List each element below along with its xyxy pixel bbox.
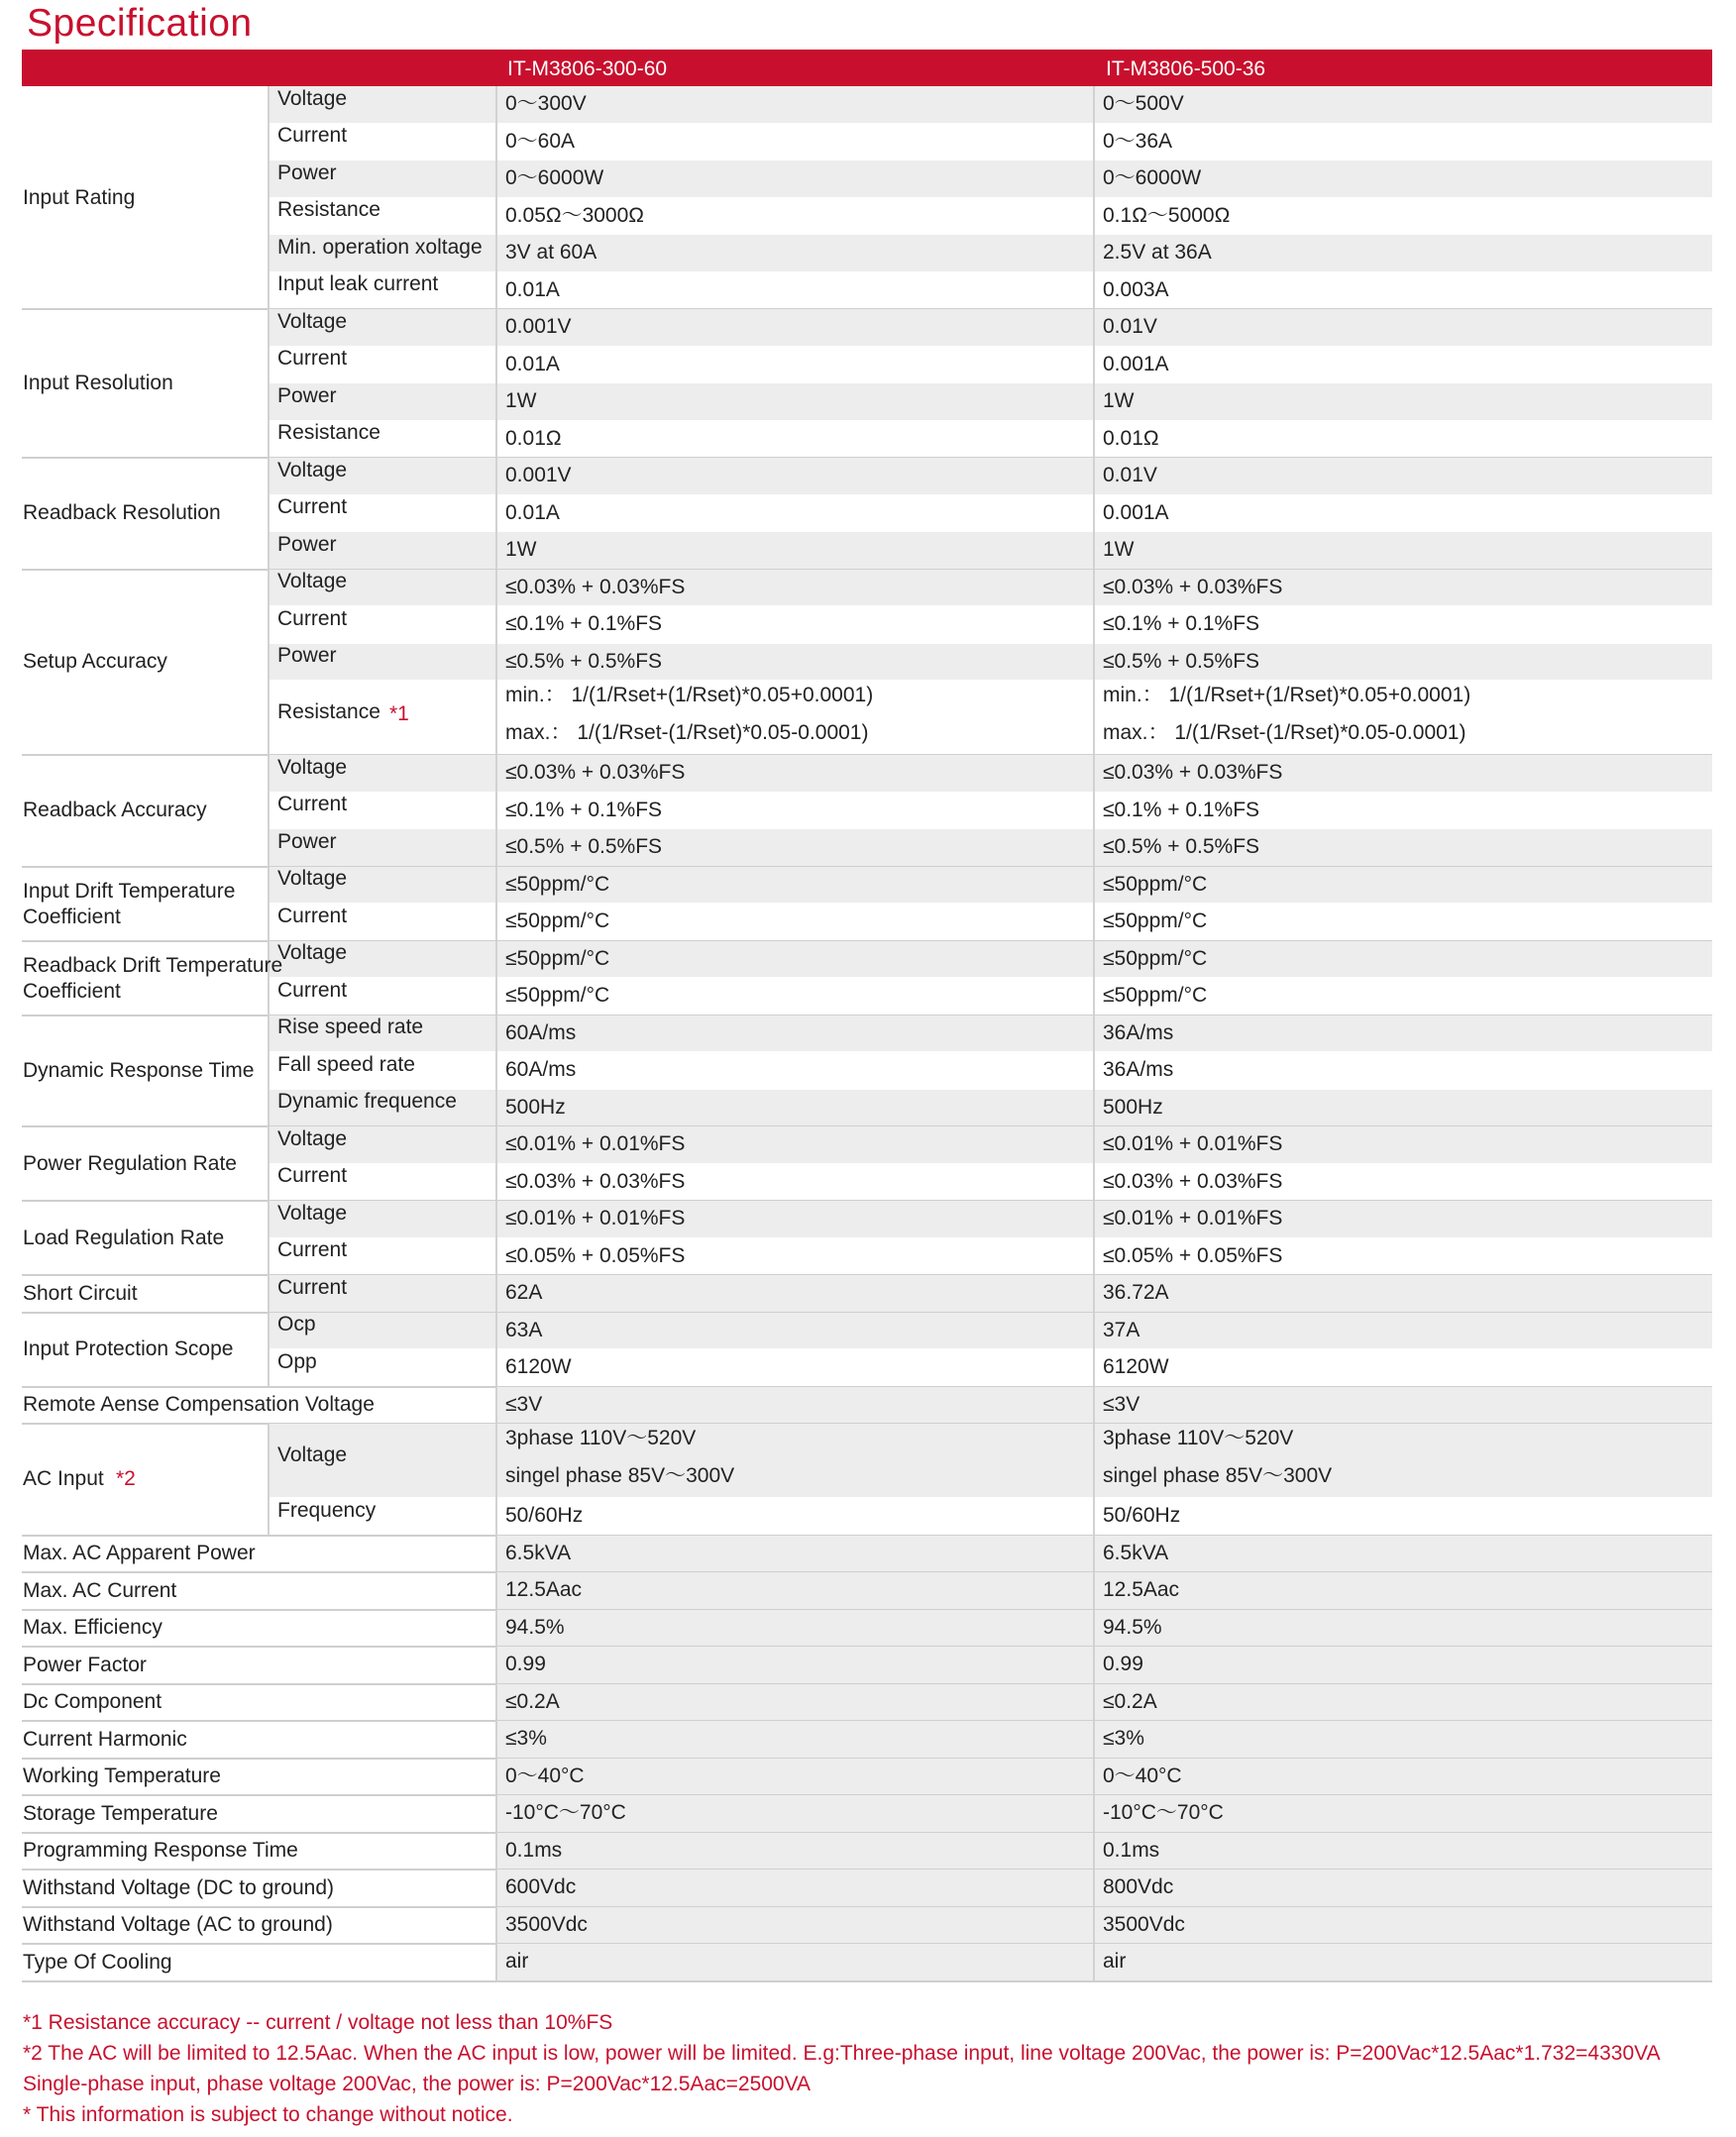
row-shade — [270, 1015, 1712, 1052]
spec-value: ≤0.03% + 0.03%FS — [1103, 575, 1283, 598]
spec-value: 0～40°C — [505, 1763, 585, 1787]
column-divider — [495, 1684, 497, 1722]
column-divider — [1093, 1126, 1095, 1201]
spec-value: 6.5kVA — [1103, 1541, 1169, 1564]
spec-value: 0.99 — [1103, 1653, 1143, 1675]
spec-value: ≤0.03% + 0.03%FS — [1103, 761, 1283, 784]
parameter-label: Voltage — [277, 86, 348, 110]
spec-value: ≤0.5% + 0.5%FS — [1103, 835, 1260, 858]
column-divider — [1093, 1684, 1095, 1722]
spec-value: 6120W — [505, 1355, 572, 1378]
parameter-label: Voltage — [277, 755, 348, 779]
category-label: Max. Efficiency — [23, 1616, 163, 1640]
column-divider — [495, 941, 497, 1015]
column-divider — [1093, 1015, 1095, 1127]
category-label: Power Factor — [23, 1653, 147, 1676]
spec-value: 0.01V — [1103, 315, 1157, 338]
spec-value: 50/60Hz — [505, 1504, 584, 1527]
category-label-line2: Coefficient — [23, 906, 121, 928]
spec-value: 0.01A — [505, 277, 560, 301]
column-divider — [1093, 1201, 1095, 1275]
spec-value: ≤0.1% + 0.1%FS — [1103, 798, 1260, 821]
column-divider — [495, 1387, 497, 1425]
column-divider — [495, 309, 497, 458]
spec-value: ≤50ppm/°C — [505, 984, 610, 1007]
spec-value: ≤3% — [1103, 1727, 1144, 1750]
parameter-label: Current — [277, 1238, 348, 1262]
spec-value: -10°C～70°C — [505, 1801, 626, 1824]
column-divider — [495, 1424, 497, 1536]
column-divider — [495, 1572, 497, 1610]
column-divider — [1093, 755, 1095, 867]
parameter-label: Voltage — [277, 1442, 348, 1466]
parameter-label: Voltage — [277, 1126, 348, 1150]
parameter-label: Power — [277, 160, 337, 184]
column-divider — [1093, 1647, 1095, 1684]
column-divider — [268, 755, 270, 867]
page-title: Specification — [27, 2, 253, 45]
spec-value: ≤0.05% + 0.05%FS — [1103, 1243, 1283, 1267]
spec-value: 0～6000W — [1103, 166, 1202, 189]
spec-value: ≤50ppm/°C — [1103, 984, 1208, 1007]
row-shade — [270, 644, 1712, 681]
spec-value: ≤0.1% + 0.1%FS — [505, 798, 663, 821]
column-divider — [495, 1759, 497, 1796]
spec-value: 0～6000W — [505, 166, 604, 189]
group-separator — [22, 1980, 1712, 1982]
column-divider — [268, 941, 270, 1015]
parameter-label: Power — [277, 829, 337, 853]
parameter-label: Resistance — [277, 699, 380, 723]
column-divider — [495, 1126, 497, 1201]
spec-value: 60A/ms — [505, 1020, 577, 1044]
spec-value: air — [1103, 1950, 1127, 1973]
category-label: Current Harmonic — [23, 1727, 187, 1751]
row-shade — [270, 941, 1712, 978]
row-shade — [270, 458, 1712, 494]
column-divider — [1093, 1610, 1095, 1648]
category-label: Max. AC Apparent Power — [23, 1542, 256, 1565]
spec-value: air — [505, 1950, 529, 1973]
column-divider — [495, 1536, 497, 1573]
column-divider — [495, 1015, 497, 1127]
category-label: AC Input — [23, 1467, 104, 1491]
spec-value: ≤0.03% + 0.03%FS — [505, 761, 686, 784]
spec-value: 6.5kVA — [505, 1541, 572, 1564]
spec-value: 0.1Ω～5000Ω — [1103, 203, 1231, 227]
spec-value: 0～500V — [1103, 92, 1184, 115]
spec-value: 2.5V at 36A — [1103, 241, 1212, 264]
row-shade — [270, 1424, 1712, 1497]
category-label: Readback Resolution — [23, 501, 221, 525]
parameter-label: Current — [277, 1164, 348, 1188]
spec-value: 0.001A — [1103, 500, 1169, 524]
footnote: Single-phase input, phase voltage 200Vac, the power is: P=200Vac*12.5Aac=2500VA — [23, 2073, 812, 2095]
parameter-label: Min. operation xoltage — [277, 235, 483, 259]
row-shade — [270, 309, 1712, 346]
spec-value: 600Vdc — [505, 1875, 577, 1898]
parameter-label: Frequency — [277, 1498, 377, 1522]
spec-value: ≤0.03% + 0.03%FS — [505, 1169, 686, 1193]
spec-value: ≤3V — [505, 1392, 543, 1416]
column-divider — [1093, 1572, 1095, 1610]
column-divider — [1093, 1721, 1095, 1759]
spec-value: 3V at 60A — [505, 241, 597, 264]
parameter-label: Current — [277, 978, 348, 1002]
spec-value-line2: singel phase 85V～300V — [1103, 1463, 1333, 1487]
spec-value: 3500Vdc — [1103, 1912, 1185, 1936]
column-divider — [495, 1647, 497, 1684]
category-label: Programming Response Time — [23, 1839, 298, 1863]
spec-value-line2: singel phase 85V～300V — [505, 1463, 735, 1487]
spec-value: 1W — [1103, 538, 1135, 561]
spec-value: ≤50ppm/°C — [505, 946, 610, 970]
row-shade — [270, 383, 1712, 420]
spec-value: 500Hz — [505, 1095, 566, 1119]
spec-value: ≤3V — [1103, 1392, 1140, 1416]
spec-value: ≤0.5% + 0.5%FS — [1103, 649, 1260, 673]
category-label: Input Drift Temperature — [23, 880, 236, 903]
category-label: Input Resolution — [23, 372, 173, 394]
column-divider — [1093, 86, 1095, 309]
column-divider — [1093, 867, 1095, 941]
spec-value: 500Hz — [1103, 1095, 1163, 1119]
spec-value: 0.001V — [505, 464, 572, 486]
row-shade — [270, 532, 1712, 569]
category-label: Working Temperature — [23, 1764, 221, 1788]
row-shade — [270, 1313, 1712, 1349]
category-label: Remote Aense Compensation Voltage — [23, 1393, 375, 1417]
spec-value: 0.01V — [1103, 464, 1157, 486]
spec-value: 0.001V — [505, 315, 572, 338]
column-divider — [268, 867, 270, 941]
column-divider — [268, 309, 270, 458]
footnote: * This information is subject to change without notice. — [23, 2103, 513, 2126]
parameter-label: Power — [277, 644, 337, 668]
column-divider — [268, 1275, 270, 1313]
row-shade — [270, 867, 1712, 904]
spec-value: ≤50ppm/°C — [505, 909, 610, 932]
column-divider — [1093, 1759, 1095, 1796]
row-shade — [270, 86, 1712, 123]
category-label: Load Regulation Rate — [23, 1226, 225, 1249]
spec-value: ≤0.2A — [505, 1689, 560, 1713]
category-label: Dynamic Response Time — [23, 1058, 255, 1082]
row-shade — [270, 1275, 1712, 1312]
column-divider — [268, 1015, 270, 1127]
column-divider — [1093, 1870, 1095, 1907]
category-label: Input Rating — [23, 185, 136, 209]
spec-value: 37A — [1103, 1318, 1140, 1341]
column-divider — [268, 1313, 270, 1387]
column-divider — [495, 1721, 497, 1759]
spec-value: 60A/ms — [505, 1058, 577, 1081]
category-label: Type Of Cooling — [23, 1950, 172, 1974]
spec-value: 62A — [505, 1281, 543, 1304]
column-divider — [495, 1870, 497, 1907]
category-label: Max. AC Current — [23, 1578, 177, 1602]
spec-value: 1W — [505, 538, 537, 561]
parameter-label: Voltage — [277, 570, 348, 593]
spec-value: ≤0.03% + 0.03%FS — [1103, 1169, 1283, 1193]
spec-value: ≤0.2A — [1103, 1689, 1157, 1713]
parameter-label: Current — [277, 347, 348, 371]
spec-value-line2: max.： 1/(1/Rset-(1/Rset)*0.05-0.0001) — [505, 720, 869, 744]
column-divider — [495, 458, 497, 570]
parameter-label: Power — [277, 383, 337, 407]
spec-value: 0.01A — [505, 500, 560, 524]
parameter-label: Resistance — [277, 198, 380, 222]
parameter-label: Voltage — [277, 867, 348, 891]
spec-value: 94.5% — [1103, 1615, 1162, 1639]
spec-value: ≤50ppm/°C — [505, 872, 610, 896]
column-divider — [268, 458, 270, 570]
column-divider — [495, 1313, 497, 1387]
footnote-marker: *2 — [116, 1467, 136, 1491]
spec-value: 1W — [1103, 389, 1135, 412]
parameter-label: Voltage — [277, 458, 348, 481]
row-shade — [270, 1126, 1712, 1163]
column-divider — [495, 1275, 497, 1313]
spec-value: ≤50ppm/°C — [1103, 909, 1208, 932]
row-shade — [270, 235, 1712, 271]
row-shade — [270, 755, 1712, 792]
column-divider — [495, 755, 497, 867]
spec-value: ≤0.05% + 0.05%FS — [505, 1243, 686, 1267]
column-divider — [1093, 1833, 1095, 1870]
column-divider — [495, 86, 497, 309]
column-divider — [1093, 458, 1095, 570]
column-divider — [1093, 1275, 1095, 1313]
footnote: *1 Resistance accuracy -- current / voltage not less than 10%FS — [23, 2011, 613, 2034]
parameter-label: Current — [277, 904, 348, 927]
spec-value: ≤0.01% + 0.01%FS — [505, 1132, 686, 1155]
parameter-label: Dynamic frequence — [277, 1090, 457, 1114]
spec-value: 3phase 110V～520V — [1103, 1427, 1294, 1449]
category-label: Input Protection Scope — [23, 1337, 234, 1360]
spec-value: ≤0.5% + 0.5%FS — [505, 649, 663, 673]
parameter-label: Opp — [277, 1349, 317, 1373]
spec-value: -10°C～70°C — [1103, 1801, 1224, 1824]
column-divider — [1093, 1313, 1095, 1387]
spec-value: 0～36A — [1103, 129, 1173, 153]
spec-value: 3500Vdc — [505, 1912, 588, 1936]
spec-value: 36.72A — [1103, 1281, 1169, 1304]
column-divider — [268, 1201, 270, 1275]
footnote-marker: *1 — [389, 701, 409, 725]
category-label: Readback Accuracy — [23, 799, 207, 822]
spec-value: ≤0.03% + 0.03%FS — [505, 575, 686, 598]
spec-value: ≤0.01% + 0.01%FS — [1103, 1207, 1283, 1229]
spec-value: ≤50ppm/°C — [1103, 872, 1208, 896]
parameter-label: Rise speed rate — [277, 1015, 424, 1039]
row-shade — [270, 829, 1712, 866]
column-divider — [1093, 309, 1095, 458]
spec-value: 0.01A — [505, 352, 560, 375]
spec-value: 63A — [505, 1318, 543, 1341]
spec-value: 0.01Ω — [1103, 426, 1159, 450]
row-shade — [270, 1090, 1712, 1126]
column-divider — [495, 1907, 497, 1945]
column-divider — [1093, 570, 1095, 756]
spec-value: ≤0.1% + 0.1%FS — [505, 612, 663, 635]
column-divider — [495, 570, 497, 756]
parameter-label: Fall speed rate — [277, 1052, 415, 1076]
parameter-label: Current — [277, 1275, 348, 1299]
spec-value: 0.1ms — [505, 1838, 563, 1862]
spec-value: 36A/ms — [1103, 1020, 1174, 1044]
spec-value: 800Vdc — [1103, 1875, 1174, 1898]
row-shade — [270, 570, 1712, 606]
category-label-line2: Coefficient — [23, 980, 121, 1003]
spec-value: 0.01Ω — [505, 426, 562, 450]
column-divider — [1093, 1424, 1095, 1536]
column-divider — [268, 86, 270, 309]
spec-value: 6120W — [1103, 1355, 1169, 1378]
spec-value: 1W — [505, 389, 537, 412]
category-label: Withstand Voltage (DC to ground) — [23, 1875, 334, 1899]
spec-value: ≤50ppm/°C — [1103, 946, 1208, 970]
spec-value: 0～60A — [505, 129, 576, 153]
column-header-model-1: IT-M3806-300-60 — [507, 57, 668, 80]
table-header — [22, 50, 1712, 86]
footnotes — [23, 2007, 1707, 2130]
category-label: Dc Component — [23, 1690, 163, 1714]
column-divider — [495, 1201, 497, 1275]
spec-value: 50/60Hz — [1103, 1504, 1181, 1527]
column-divider — [268, 1424, 270, 1536]
column-divider — [495, 1610, 497, 1648]
parameter-label: Voltage — [277, 1201, 348, 1225]
parameter-label: Current — [277, 606, 348, 630]
row-shade — [270, 160, 1712, 197]
parameter-label: Resistance — [277, 421, 380, 445]
column-divider — [495, 1944, 497, 1981]
column-divider — [268, 1126, 270, 1201]
footnote: *2 The AC will be limited to 12.5Aac. When the AC input is low, power will be limited. E.g:Three-phase input, line voltage 200Vac, the power is: P=200Vac*12.5Aac*1.732=4330VA — [23, 2042, 1661, 2065]
column-header-model-2: IT-M3806-500-36 — [1106, 57, 1266, 80]
spec-value: ≤0.01% + 0.01%FS — [1103, 1132, 1283, 1155]
category-label: Short Circuit — [23, 1281, 138, 1305]
spec-value: 3phase 110V～520V — [505, 1427, 697, 1449]
spec-value-line2: max.： 1/(1/Rset-(1/Rset)*0.05-0.0001) — [1103, 720, 1466, 744]
parameter-label: Current — [277, 495, 348, 519]
category-label: Withstand Voltage (AC to ground) — [23, 1913, 333, 1937]
category-label: Storage Temperature — [23, 1801, 218, 1825]
spec-value: min.： 1/(1/Rset+(1/Rset)*0.05+0.0001) — [505, 684, 874, 706]
spec-value: 0～300V — [505, 92, 587, 115]
parameter-label: Voltage — [277, 941, 348, 965]
parameter-label: Input leak current — [277, 272, 439, 296]
spec-value: 12.5Aac — [505, 1578, 583, 1601]
spec-value: ≤0.01% + 0.01%FS — [505, 1207, 686, 1229]
parameter-label: Current — [277, 124, 348, 148]
column-divider — [495, 1795, 497, 1833]
spec-value: ≤3% — [505, 1727, 547, 1750]
category-label: Setup Accuracy — [23, 650, 167, 674]
column-divider — [1093, 1536, 1095, 1573]
column-divider — [1093, 941, 1095, 1015]
spec-value: 0.99 — [505, 1653, 546, 1675]
spec-value: 0.05Ω～3000Ω — [505, 203, 644, 227]
column-divider — [495, 1833, 497, 1870]
spec-value: 0.003A — [1103, 277, 1169, 301]
parameter-label: Power — [277, 532, 337, 556]
category-label: Readback Drift Temperature — [23, 954, 283, 977]
spec-value: ≤0.1% + 0.1%FS — [1103, 612, 1260, 635]
column-divider — [1093, 1387, 1095, 1425]
parameter-label: Voltage — [277, 309, 348, 333]
parameter-label: Current — [277, 793, 348, 816]
spec-value: min.： 1/(1/Rset+(1/Rset)*0.05+0.0001) — [1103, 684, 1471, 706]
row-shade — [270, 1201, 1712, 1237]
column-divider — [268, 570, 270, 756]
spec-value: ≤0.5% + 0.5%FS — [505, 835, 663, 858]
column-divider — [1093, 1944, 1095, 1981]
parameter-label: Ocp — [277, 1313, 316, 1336]
column-divider — [495, 867, 497, 941]
spec-value: 0.1ms — [1103, 1838, 1160, 1862]
spec-value: 36A/ms — [1103, 1058, 1174, 1081]
spec-value: 94.5% — [505, 1615, 565, 1639]
category-label: Power Regulation Rate — [23, 1151, 237, 1175]
spec-value: 0～40°C — [1103, 1763, 1182, 1787]
column-divider — [1093, 1907, 1095, 1945]
column-divider — [1093, 1795, 1095, 1833]
spec-value: 12.5Aac — [1103, 1578, 1180, 1601]
spec-value: 0.001A — [1103, 352, 1169, 375]
